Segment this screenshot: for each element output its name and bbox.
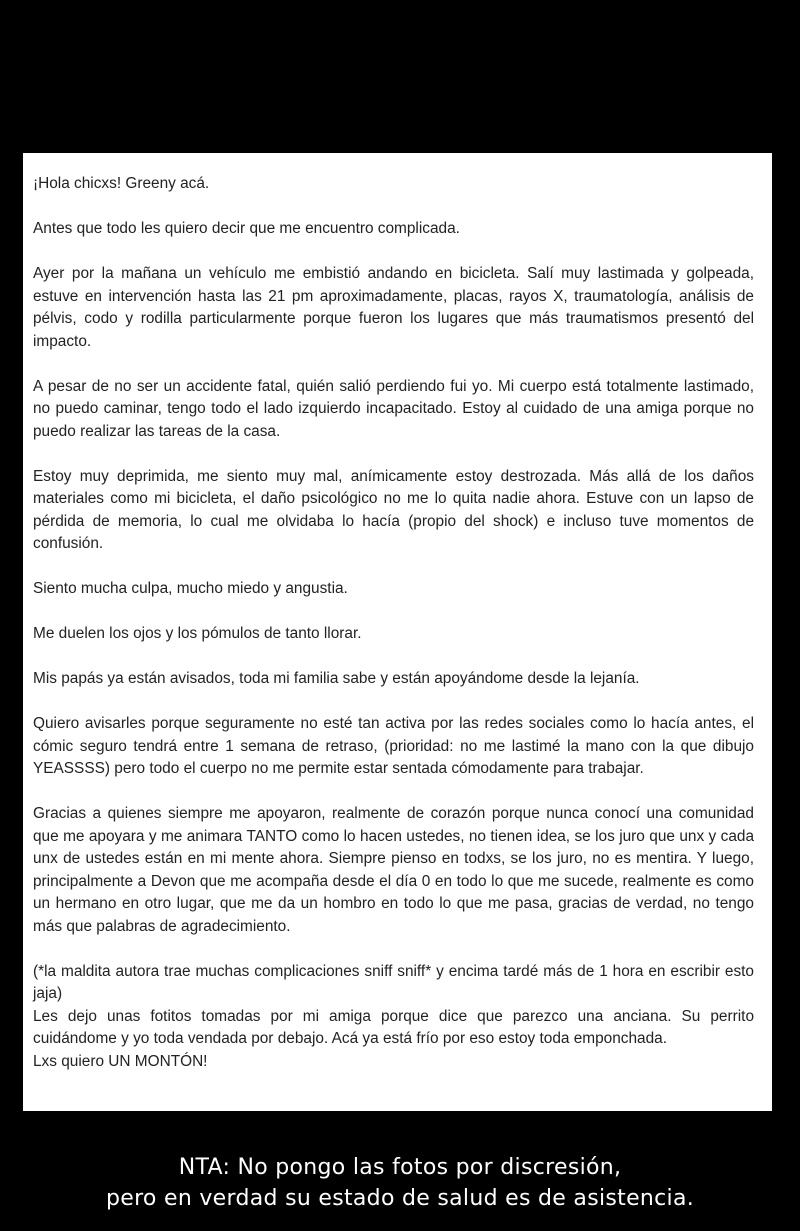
- comic-delay-paragraph: Quiero avisarles porque seguramente no esté tan activa por las redes sociales como lo hacía antes, el cómic seguro tendrá entre 1 semana de retraso, (prioridad: no me lastimé la mano con la que dibujo YEASSSS) pero todo el cuerpo no me permite estar sentada cómodamente para trabajar.: [33, 715, 754, 777]
- photos-paragraph: Les dejo unas fotitos tomadas por mi amiga porque dice que parezco una anciana. Su perrito cuidándome y yo toda vendada por debajo. Acá ya está frío por eso estoy toda emponchada.: [33, 1007, 754, 1047]
- translator-note-line-1: NTA: No pongo las fotos por discresión,: [178, 1155, 622, 1180]
- mood-paragraph: Estoy muy deprimida, me siento muy mal, anímicamente estoy destrozada. Más allá de los daños materiales como mi bicicleta, el daño psicológico no me lo quita nadie ahora. Estuve con un lapso de pérdida de memoria, lo cual me olvidaba lo hacía (propio del shock) e incluso tuve momentos de confusión.: [33, 467, 754, 552]
- crying-paragraph: Me duelen los ojos y los pómulos de tanto llorar.: [33, 625, 362, 642]
- closing-paragraph: Lxs quiero UN MONTÓN!: [33, 1052, 208, 1070]
- accident-paragraph: Ayer por la mañana un vehículo me embistió andando en bicicleta. Salí muy lastimada y golpeada, estuve en intervención hasta las 21 pm aproximadamente, placas, rayos X, traumatología, análisis de pélvis, codo y rodilla particularmente porque fueron los lugares que más traumatismos presentó del impacto.: [33, 265, 754, 350]
- guilt-paragraph: Siento mucha culpa, mucho miedo y angustia.: [33, 580, 348, 597]
- thanks-paragraph: Gracias a quienes siempre me apoyaron, realmente de corazón porque nunca conocí una comunidad que me apoyara y me animara TANTO como lo hacen ustedes, no tienen idea, se los juro que unx y cada unx de ustedes están en mi mente ahora. Siempre pienso en todxs, se los juro, no es mentira. Y luego, principalmente a Devon que me acompaña desde el día 0 en todo lo que me sucede, realmente es como un hermano en otro lugar, que me da un hombro en todo lo que me pasa, gracias de verdad, no tengo más que palabras de agradecimiento.: [33, 805, 754, 935]
- injury-paragraph: A pesar de no ser un accidente fatal, quién salió perdiendo fui yo. Mi cuerpo está totalmente lastimado, no puedo caminar, tengo todo el lado izquierdo incapacitado. Estoy al cuidado de una amiga porque no puedo realizar las tareas de la casa.: [33, 377, 754, 440]
- author-note-paragraph: (*la maldita autora trae muchas complicaciones sniff sniff* y encima tardé más de 1 hora en escribir esto jaja): [33, 962, 754, 1002]
- greeting-paragraph: ¡Hola chicxs! Greeny acá.: [33, 175, 210, 192]
- translator-note-line-2: pero en verdad su estado de salud es de asistencia.: [105, 1186, 695, 1211]
- family-paragraph: Mis papás ya están avisados, toda mi familia sabe y están apoyándome desde la lejanía.: [33, 670, 640, 687]
- intro-paragraph: Antes que todo les quiero decir que me encuentro complicada.: [33, 220, 460, 237]
- letter-document: [23, 153, 772, 1111]
- translator-note: [0, 1152, 800, 1214]
